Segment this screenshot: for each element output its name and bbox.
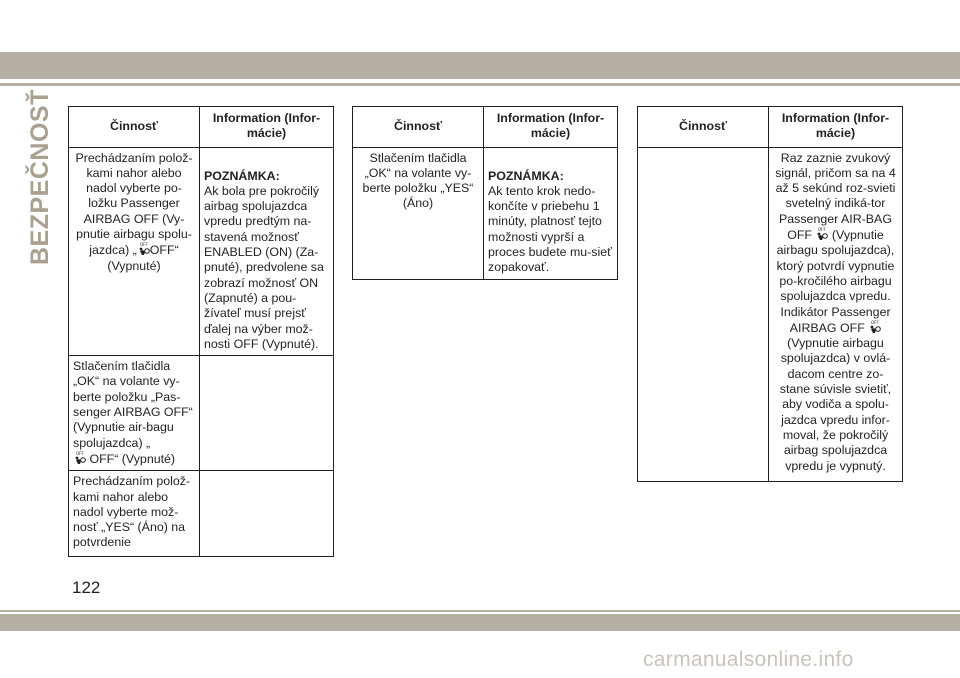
info-cell: [769, 147, 903, 481]
info-cell: [200, 356, 334, 471]
action-table-3: [637, 106, 903, 482]
action-text: Stlačením tlačidla „OK“ na volante vy-berte položku „Pas-senger AIRBAG OFF“ (Vypnutie air-bagu spolujazdca) „: [73, 359, 193, 450]
header-rule: [0, 83, 960, 86]
note-title: POZNÁMKA:: [204, 168, 280, 183]
airbag-off-icon: [137, 242, 150, 256]
page-number: 122: [72, 578, 101, 597]
airbag-off-icon: [868, 320, 881, 334]
action-text-end: OFF“ (Vypnuté): [89, 451, 176, 466]
info-text: Raz zaznie zvukový signál, pričom sa na 4 až 5 sekúnd roz-svieti svetelný indiká-tor Passenger AIR-BAG OFF: [775, 150, 896, 243]
table-row: [353, 147, 618, 279]
section-title: BEZPEČNOSŤ: [26, 89, 54, 265]
action-text-end: OFF“ (Vypnuté): [107, 243, 179, 273]
header-band: [0, 52, 960, 79]
note-text: Ak bola pre pokročilý airbag spolujazdca vpredu predtým na-stavená možnosť ENABLED (ON) (Za-pnuté), predvolene sa zobrazí možnosť ON (Zapnuté) a pou-žívateľ musí prejsť ďalej na výber mož-nosti OFF (Vypnuté).: [204, 183, 324, 351]
action-cell: [69, 147, 200, 356]
svg-text:OFF: OFF: [139, 242, 148, 248]
table-header-row: [69, 107, 334, 148]
info-text-end: (Vypnutie airbagu spolujazdca) v ovlá-dacom centre zo-stane súvisle svietiť, aby vodiča a spolu-jazdca vpredu infor-moval, že pokročilý airbag spolujazdca vpredu je vypnutý.: [779, 336, 892, 473]
table-row: [69, 356, 334, 471]
header-action: Činnosť: [353, 107, 484, 148]
table-row: [69, 471, 334, 557]
svg-text:OFF: OFF: [76, 450, 84, 456]
footer-rule: [0, 610, 960, 612]
header-information: Information (Infor-mácie): [200, 107, 334, 148]
action-cell: [69, 356, 200, 471]
action-cell: Stlačením tlačidla „OK“ na volante vy-berte položku „YES“ (Áno): [353, 147, 484, 279]
table-header-row: [638, 107, 903, 148]
header-information: Information (Infor-mácie): [769, 107, 903, 148]
svg-text:OFF: OFF: [871, 319, 879, 325]
info-text-cont: (Vypnutie airbagu spolujazdca), ktorý potvrdí vypnutie po-kročilého airbagu spolujazdca vpredu. Indikátor Passenger AIRBAG OFF: [776, 228, 895, 335]
action-cell: [638, 147, 769, 481]
table-header-row: [353, 107, 618, 148]
note-text: Ak tento krok nedo-končíte v priebehu 1 minúty, platnosť tejto možnosti vyprší a proces budete mu-sieť zopakovať.: [488, 183, 612, 275]
note-title: POZNÁMKA:: [488, 168, 564, 183]
airbag-off-icon: [815, 227, 828, 241]
table-row: [69, 147, 334, 356]
footer-band: [0, 614, 960, 631]
header-action: Činnosť: [69, 107, 200, 148]
svg-text:OFF: OFF: [818, 227, 827, 233]
info-cell: [200, 147, 334, 356]
info-cell: [484, 147, 618, 279]
action-text: Prechádzaním polož-kami nahor alebo nadol vyberte po-ložku Passenger AIRBAG OFF (Vy-pnutie airbagu spolu-jazdca) „: [75, 150, 193, 258]
action-table-1: [68, 106, 334, 557]
action-table-2: [352, 106, 618, 280]
airbag-off-icon: [73, 451, 86, 465]
table-row: [638, 147, 903, 481]
header-information: Information (Infor-mácie): [484, 107, 618, 148]
info-cell: [200, 471, 334, 557]
watermark: carmanualsonline.info: [643, 648, 854, 671]
header-action: Činnosť: [638, 107, 769, 148]
action-cell: Prechádzaním polož-kami nahor alebo nadol vyberte mož-nosť „YES“ (Áno) na potvrdenie: [69, 471, 200, 557]
